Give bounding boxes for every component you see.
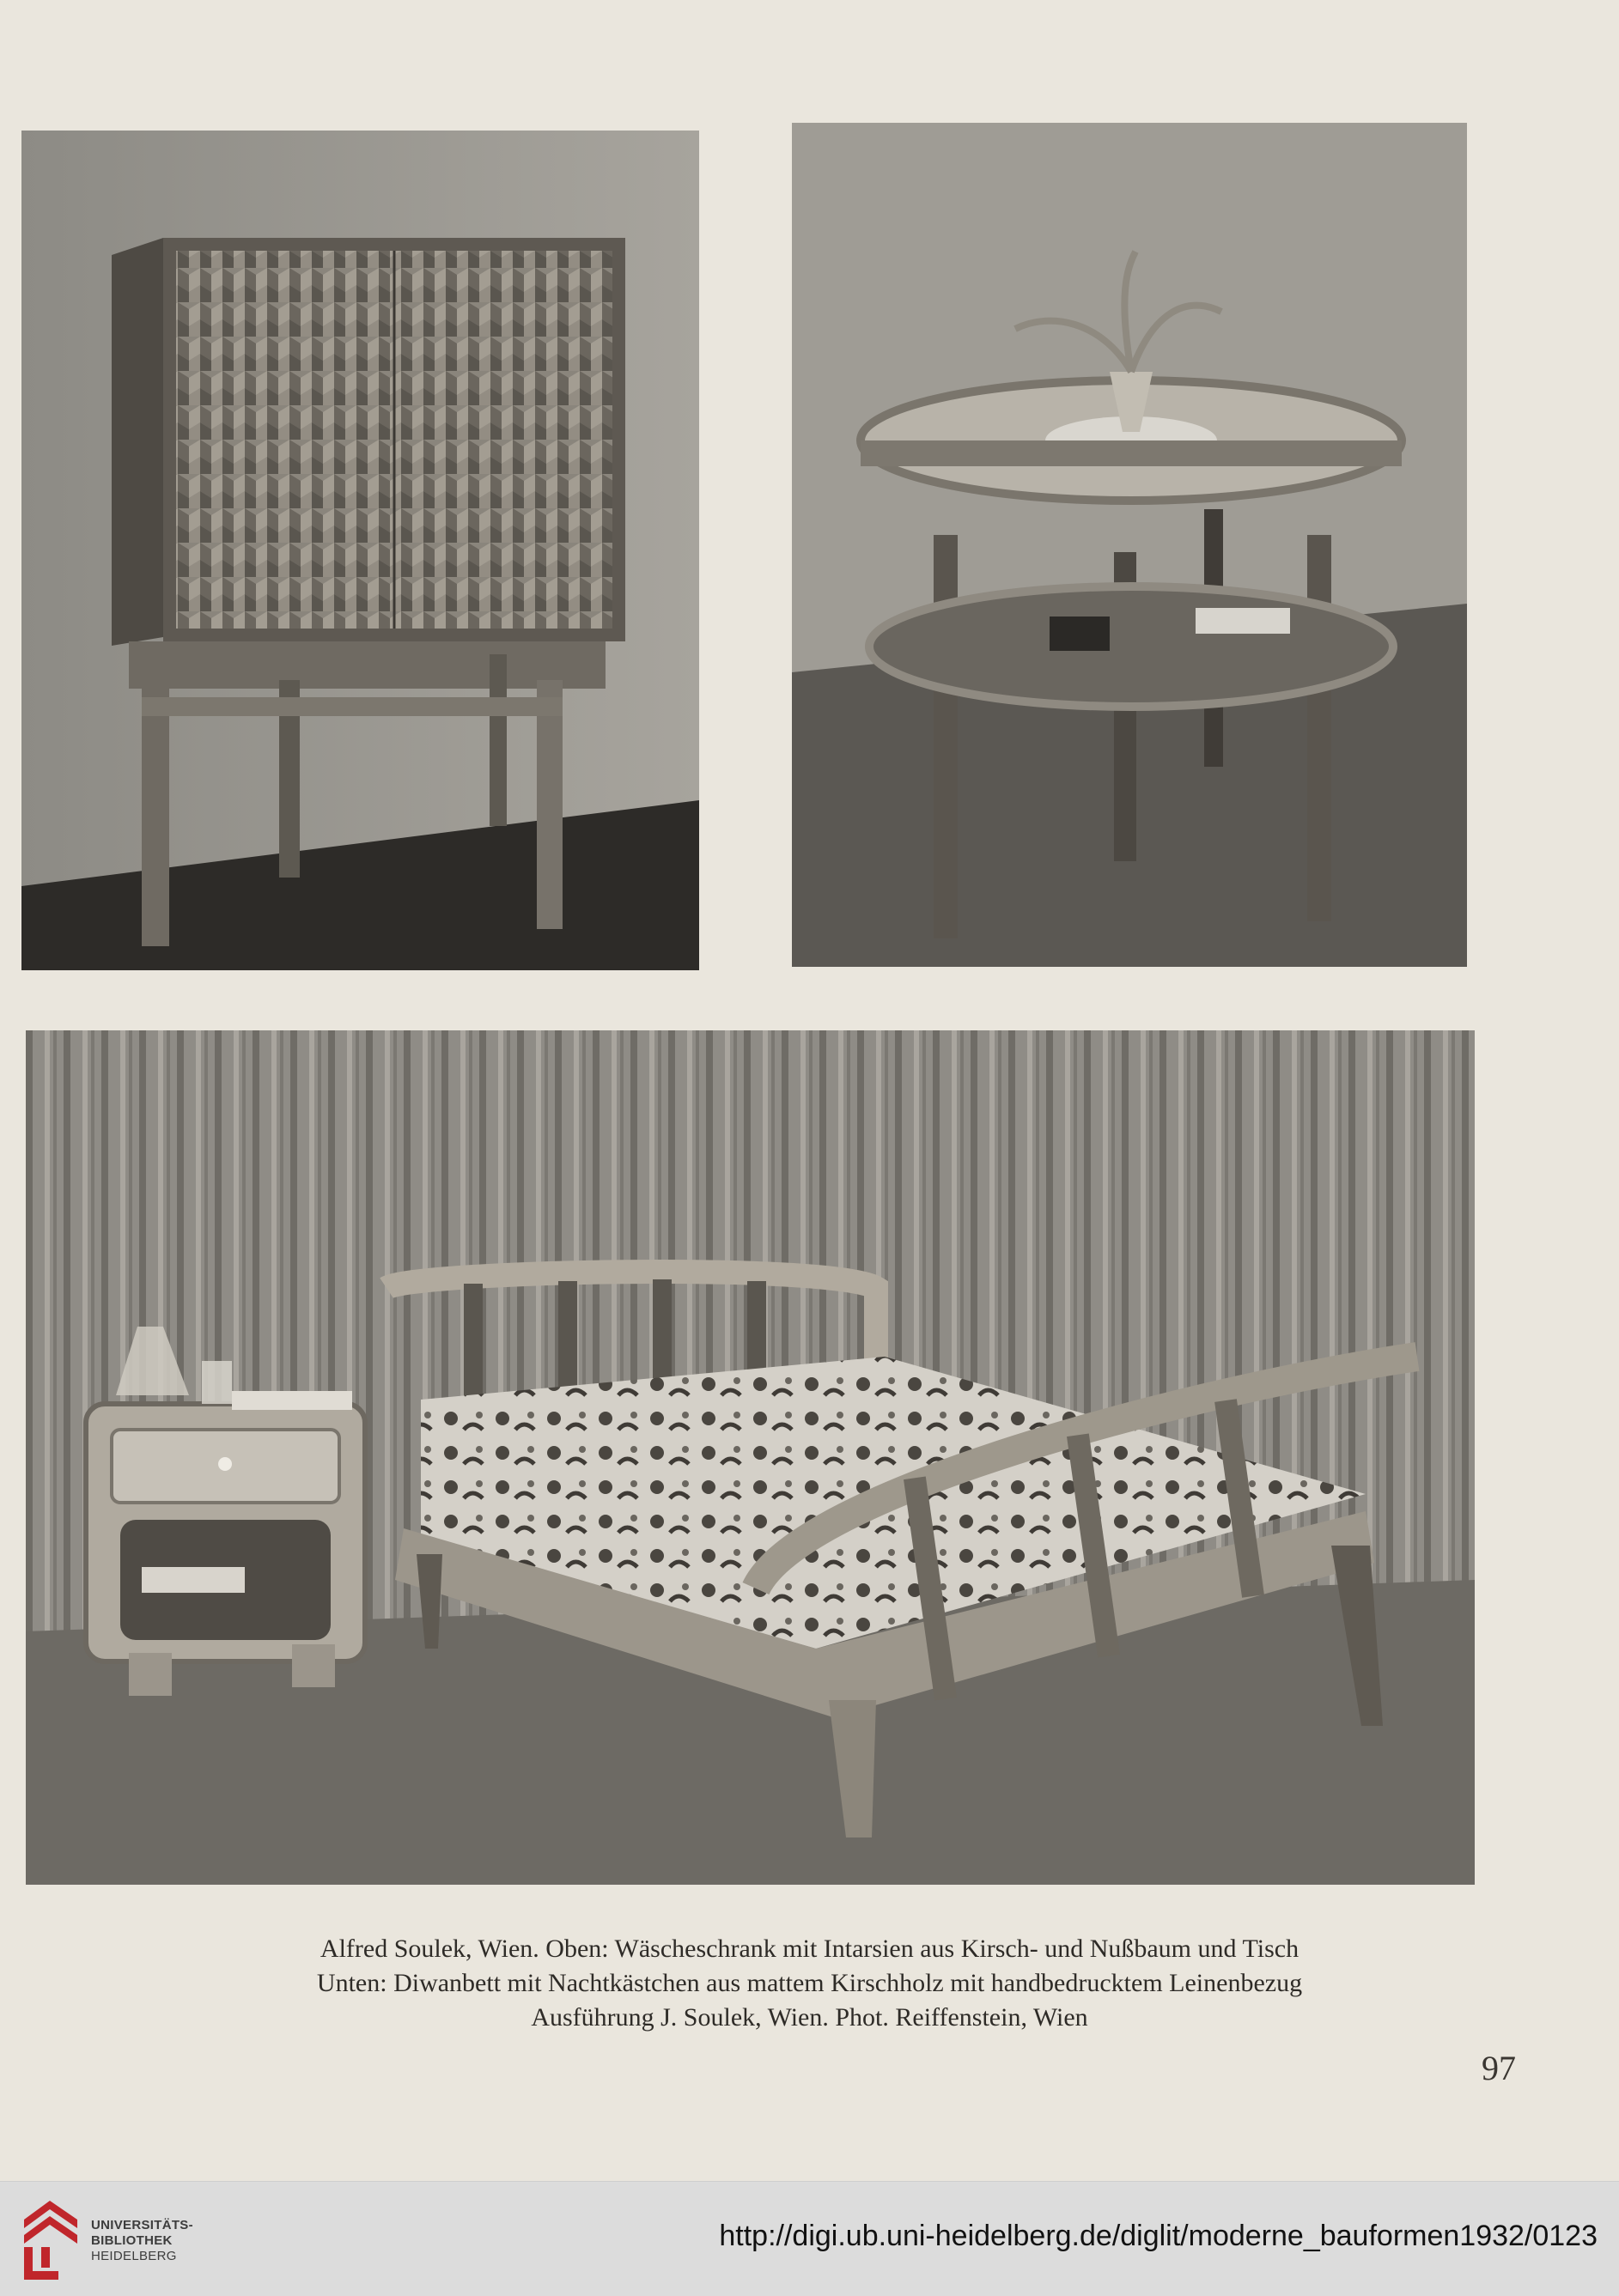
caption-line-2: Unten: Diwanbett mit Nachtkästchen aus mattem Kirschholz mit handbedrucktem Leinenbezug — [316, 1969, 1303, 1997]
bed-illustration — [26, 1030, 1475, 1885]
page-number: 97 — [1482, 2049, 1516, 2087]
table-illustration — [792, 123, 1467, 967]
caption-line-1: Alfred Soulek, Wien. Oben: Wäscheschrank mit Intarsien aus Kirsch- und Nußbaum und Tisch — [320, 1935, 1299, 1963]
bed-photo — [26, 1030, 1475, 1885]
caption-line-3: Ausführung J. Soulek, Wien. Phot. Reiffenstein, Wien — [531, 2003, 1088, 2032]
library-name-line-3: HEIDELBERG — [91, 2249, 177, 2263]
library-name — [91, 2218, 193, 2264]
cabinet-photo — [21, 131, 699, 970]
library-name-line-1: UNIVERSITÄTS- — [91, 2218, 193, 2232]
table-photo — [792, 123, 1467, 967]
library-logo-icon — [15, 2194, 82, 2283]
library-name-line-2: BIBLIOTHEK — [91, 2233, 173, 2248]
library-footer — [0, 2181, 1619, 2296]
cabinet-illustration — [21, 131, 699, 970]
figure-caption — [129, 1932, 1490, 2035]
permalink-url[interactable]: http://digi.ub.uni-heidelberg.de/diglit/moderne_bauformen1932/0123 — [719, 2220, 1598, 2252]
